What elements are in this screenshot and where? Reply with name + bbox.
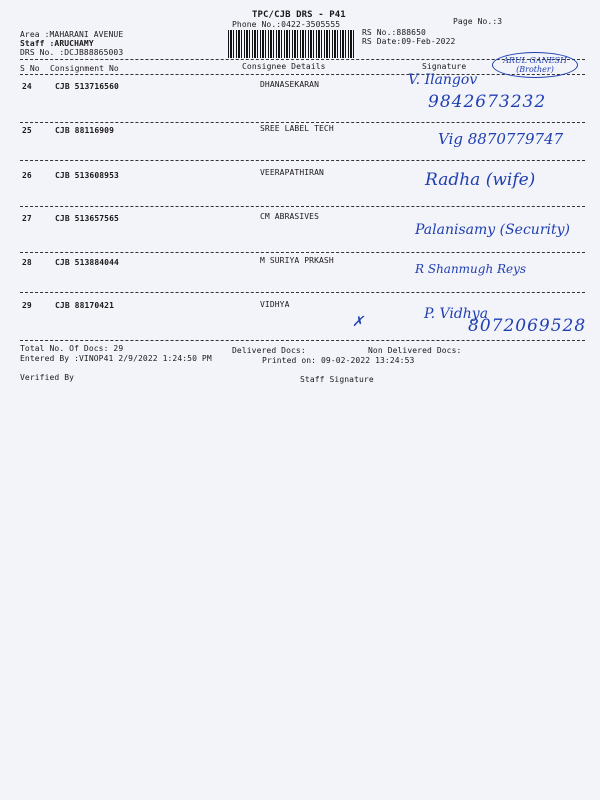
rs-date: RS Date:09-Feb-2022 <box>362 37 456 46</box>
phone-number: Phone No.:0422-3505555 <box>232 20 341 29</box>
row-phone: 9842673232 <box>428 92 547 112</box>
area-label: Area :MAHARANI AVENUE <box>20 30 124 39</box>
total-docs: Total No. Of Docs: 29 <box>20 344 124 353</box>
drs-number: DRS No. :DCJB88865003 <box>20 48 124 57</box>
page-number: Page No.:3 <box>453 17 503 26</box>
row-consignee: VEERAPATHIRAN <box>260 168 324 177</box>
row-signature-note: ARUL GANESH (Brother) <box>492 52 578 78</box>
row-sno: 29 <box>22 301 32 310</box>
verified-by: Verified By <box>20 373 75 382</box>
divider <box>20 292 585 293</box>
col-signature: Signature <box>422 62 467 71</box>
cross-mark-icon: ✗ <box>352 314 364 330</box>
row-sno: 27 <box>22 214 32 223</box>
divider <box>20 340 585 341</box>
non-delivered-docs: Non Delivered Docs: <box>368 346 462 355</box>
report-title: TPC/CJB DRS - P41 <box>252 10 346 20</box>
col-consignee: Consignee Details <box>242 62 326 71</box>
col-consignment: Consignment No <box>50 64 119 73</box>
row-consignment: CJB 88116909 <box>55 126 114 135</box>
row-phone: 8072069528 <box>468 316 587 336</box>
row-sno: 26 <box>22 171 32 180</box>
row-sno: 24 <box>22 82 32 91</box>
divider <box>20 160 585 161</box>
row-consignee: VIDHYA <box>260 300 290 309</box>
row-consignment: CJB 513608953 <box>55 171 119 180</box>
printed-on: Printed on: 09-02-2022 13:24:53 <box>262 356 415 365</box>
delivered-docs: Delivered Docs: <box>232 346 306 355</box>
divider <box>20 252 585 253</box>
row-consignment: CJB 88170421 <box>55 301 114 310</box>
divider <box>20 206 585 207</box>
row-sno: 25 <box>22 126 32 135</box>
row-signature: Palanisamy (Security) <box>415 222 570 238</box>
row-signature: Vig 8870779747 <box>438 130 564 148</box>
rs-number: RS No.:888650 <box>362 28 426 37</box>
divider <box>20 122 585 123</box>
barcode-image <box>228 30 354 58</box>
row-sno: 28 <box>22 258 32 267</box>
staff-signature: Staff Signature <box>300 375 374 384</box>
row-consignment: CJB 513884044 <box>55 258 119 267</box>
row-consignee: CM ABRASIVES <box>260 212 319 221</box>
row-signature: V. Ilangov <box>408 72 478 88</box>
row-consignment: CJB 513716560 <box>55 82 119 91</box>
col-sno: S No <box>20 64 40 73</box>
row-signature: Radha (wife) <box>425 170 536 190</box>
row-consignee: M SURIYA PRKASH <box>260 256 334 265</box>
staff-label: Staff :ARUCHAMY <box>20 39 94 48</box>
row-consignee: DHANASEKARAN <box>260 80 319 89</box>
entered-by: Entered By :VINOP41 2/9/2022 1:24:50 PM <box>20 354 212 363</box>
row-consignment: CJB 513657565 <box>55 214 119 223</box>
row-signature: R Shanmugh Reys <box>415 262 527 276</box>
divider <box>20 74 585 75</box>
row-consignee: SREE LABEL TECH <box>260 124 334 133</box>
row-signature: P. Vidhya <box>424 306 489 322</box>
